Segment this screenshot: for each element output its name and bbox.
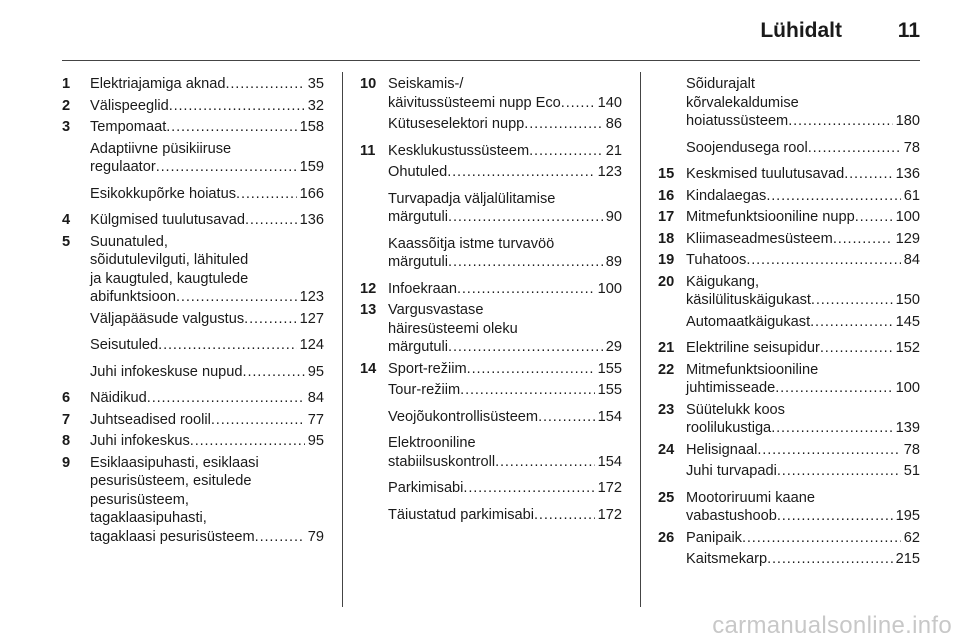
entry-text: Ohutuled <box>388 164 448 180</box>
entry-text: kõrvalekaldumise <box>686 94 799 111</box>
index-entry <box>658 441 920 460</box>
index-entry <box>658 361 920 398</box>
entry-text: Käigukang, <box>686 273 760 290</box>
index-entry <box>658 550 920 569</box>
item-number: 22 <box>658 361 675 378</box>
index-entry <box>62 140 324 177</box>
leader-dots <box>166 118 296 137</box>
leader-dots <box>190 432 305 451</box>
leader-dots <box>766 187 900 206</box>
item-number: 11 <box>360 142 376 159</box>
leader-dots <box>534 506 595 525</box>
entry-text: Soojendusega rool <box>686 139 808 156</box>
page-reference-link[interactable]: 159 <box>299 159 324 175</box>
index-entry <box>360 115 622 134</box>
page-reference-link[interactable]: 78 <box>903 441 920 458</box>
entry-last-line <box>686 462 920 481</box>
entry-last-line <box>686 291 920 310</box>
page-reference-link[interactable]: 21 <box>605 142 622 159</box>
item-number: 23 <box>658 401 675 418</box>
index-entry <box>658 208 920 227</box>
item-number: 3 <box>62 119 71 135</box>
entry-text: roolilukustiga <box>686 420 772 436</box>
entry-last-line <box>388 479 622 498</box>
leader-dots <box>855 208 893 227</box>
entry-text: Kaitsmekarp <box>686 551 768 567</box>
entry-text: ja kaugtuled, kaugtulede <box>90 270 249 287</box>
entry-text: Veojõukontrollisüsteem <box>388 408 539 425</box>
entry-text: häiresüsteemi oleku <box>388 320 518 337</box>
item-number: 9 <box>62 454 71 471</box>
entry-last-line <box>686 139 920 158</box>
entry-text: Tour-režiim <box>388 382 461 398</box>
leader-dots <box>460 381 594 400</box>
page-reference-link[interactable]: 152 <box>895 340 920 356</box>
entry-last-line <box>388 142 622 161</box>
leader-dots <box>495 453 595 472</box>
entry-last-line <box>90 75 324 94</box>
index-entry <box>360 235 622 272</box>
index-entry <box>62 454 324 547</box>
leader-dots <box>777 507 893 526</box>
index-entry <box>360 280 622 299</box>
entry-last-line <box>686 379 920 398</box>
entry-text: Välispeeglid <box>90 97 169 114</box>
entry-text: märgutuli <box>388 339 449 355</box>
page-reference-link[interactable]: 140 <box>597 94 622 111</box>
entry-text: vabastushoob <box>686 508 777 524</box>
entry-text: sõidutulevilguti, lähituled <box>90 252 249 268</box>
entry-text: abifunktsioon <box>90 289 177 305</box>
leader-dots <box>538 408 595 427</box>
page-reference-link[interactable]: 90 <box>605 209 622 225</box>
entry-last-line <box>686 208 920 227</box>
entry-text: juhtimisseade <box>686 380 776 396</box>
entry-last-line <box>388 253 622 272</box>
entry-text: Mitmefunktsiooniline <box>686 361 819 378</box>
item-number: 2 <box>62 97 71 114</box>
entry-last-line <box>686 187 920 206</box>
index-entry <box>62 185 324 204</box>
leader-dots <box>243 363 305 382</box>
index-entry <box>658 187 920 206</box>
entry-text: Juhi infokeskuse nupud <box>90 363 243 380</box>
page-reference-link[interactable]: 100 <box>895 380 920 396</box>
item-number: 1 <box>62 76 71 92</box>
entry-text: Juhi infokeskus <box>90 433 190 449</box>
entry-text: Sport-režiim <box>388 360 467 377</box>
index-column-3 <box>658 75 920 577</box>
page-reference-link[interactable]: 86 <box>605 116 622 132</box>
leader-dots <box>448 208 603 227</box>
entry-text: Näidikud <box>90 390 147 406</box>
page-reference-link[interactable]: 62 <box>903 529 920 546</box>
entry-text: hoiatussüsteem <box>686 113 789 129</box>
entry-last-line <box>90 211 324 230</box>
entry-text: Tempomaat <box>90 119 167 135</box>
page-reference-link[interactable]: 78 <box>903 139 920 156</box>
leader-dots <box>169 97 305 116</box>
entry-last-line <box>388 453 622 472</box>
item-number: 8 <box>62 433 71 449</box>
page-reference-link[interactable]: 172 <box>597 480 622 496</box>
page-reference-link[interactable]: 180 <box>895 113 920 129</box>
index-entry <box>658 165 920 184</box>
page-reference-link[interactable]: 84 <box>307 390 324 406</box>
leader-dots <box>255 528 305 547</box>
entry-text: Elektriajamiga aknad <box>90 76 226 92</box>
index-entry <box>360 381 622 400</box>
leader-dots <box>833 230 893 249</box>
index-entry <box>360 301 622 357</box>
entry-text: käivitussüsteemi nupp Eco <box>388 94 561 111</box>
entry-last-line <box>90 97 324 116</box>
page-reference-link[interactable]: 158 <box>299 119 324 135</box>
leader-dots <box>211 411 305 430</box>
page-reference-link[interactable]: 123 <box>597 164 622 180</box>
entry-text: Tuhatoos <box>686 252 747 268</box>
entry-text: Adaptiivne püsikiiruse <box>90 140 232 157</box>
page-reference-link[interactable]: 84 <box>903 252 920 268</box>
item-number: 10 <box>360 76 377 92</box>
entry-last-line <box>686 529 920 548</box>
entry-last-line <box>90 389 324 408</box>
leader-dots <box>742 529 901 548</box>
index-entry <box>658 75 920 131</box>
page-reference-link[interactable]: 154 <box>597 453 622 470</box>
leader-dots <box>820 339 893 358</box>
entry-text: Väljapääsude valgustus <box>90 310 245 327</box>
leader-dots <box>156 158 297 177</box>
leader-dots <box>529 142 603 161</box>
page-reference-link[interactable]: 215 <box>895 551 920 567</box>
page-reference-link[interactable]: 139 <box>895 420 920 436</box>
index-entry <box>360 360 622 379</box>
entry-text: Automaatkäigukast <box>686 313 811 330</box>
index-entry <box>62 118 324 137</box>
section-title: Lühidalt <box>760 19 842 42</box>
index-entry <box>62 336 324 355</box>
item-number: 4 <box>62 212 71 228</box>
index-entry <box>360 434 622 471</box>
page-reference-link[interactable]: 155 <box>597 360 622 377</box>
entry-last-line <box>686 507 920 526</box>
index-entry <box>62 310 324 329</box>
entry-text: Vargusvastase <box>388 302 484 318</box>
item-number: 13 <box>360 302 377 318</box>
leader-dots <box>775 379 892 398</box>
page-reference-link[interactable]: 145 <box>895 313 920 330</box>
entry-last-line <box>388 94 622 113</box>
leader-dots <box>225 75 304 94</box>
page-reference-link[interactable]: 51 <box>903 463 920 479</box>
page-reference-link[interactable]: 172 <box>597 506 622 523</box>
leader-dots <box>771 419 892 438</box>
page-reference-link[interactable]: 100 <box>597 280 622 297</box>
entry-text: stabiilsuskontroll <box>388 453 496 470</box>
entry-last-line <box>90 432 324 451</box>
entry-last-line <box>686 339 920 358</box>
entry-last-line <box>388 360 622 379</box>
entry-last-line <box>388 506 622 525</box>
leader-dots <box>746 251 900 270</box>
column-divider <box>342 72 343 607</box>
leader-dots <box>244 310 296 329</box>
leader-dots <box>757 441 900 460</box>
entry-text: pesurisüsteem, <box>90 491 189 508</box>
item-number: 12 <box>360 280 377 297</box>
leader-dots <box>788 112 892 131</box>
index-entry <box>62 233 324 307</box>
entry-text: Mootoriruumi kaane <box>686 489 815 506</box>
index-entry <box>658 230 920 249</box>
page-reference-link[interactable]: 95 <box>307 433 324 449</box>
entry-text: regulaator <box>90 159 156 175</box>
entry-text: Juhtseadised roolil <box>90 411 211 428</box>
entry-text: Kaassõitja istme turvavöö <box>388 235 555 252</box>
leader-dots <box>467 360 595 379</box>
page-reference-link[interactable]: 35 <box>307 76 324 92</box>
index-entry <box>658 489 920 526</box>
entry-text: Sõidurajalt <box>686 76 755 92</box>
index-entry <box>360 506 622 525</box>
index-entry <box>62 97 324 116</box>
entry-text: Kesklukustussüsteem <box>388 142 530 159</box>
leader-dots <box>561 94 595 113</box>
index-entry <box>360 408 622 427</box>
entry-text: Seisutuled <box>90 337 159 353</box>
entry-last-line <box>686 441 920 460</box>
leader-dots <box>777 462 901 481</box>
leader-dots <box>245 211 297 230</box>
item-number: 6 <box>62 390 71 406</box>
entry-last-line <box>90 363 324 382</box>
page-reference-link[interactable]: 123 <box>299 289 324 305</box>
entry-text: Esiklaasipuhasti, esiklaasi <box>90 454 259 471</box>
entry-last-line <box>686 550 920 569</box>
index-entry <box>62 389 324 408</box>
entry-last-line <box>90 288 324 307</box>
column-divider <box>640 72 641 607</box>
leader-dots <box>158 336 296 355</box>
item-number: 24 <box>658 441 675 458</box>
page-reference-link[interactable]: 127 <box>299 310 324 327</box>
item-number: 25 <box>658 489 675 506</box>
leader-dots <box>524 115 602 134</box>
leader-dots <box>448 253 603 272</box>
entry-text: Mitmefunktsiooniline nupp <box>686 209 855 225</box>
index-entry <box>658 462 920 481</box>
entry-text: Täiustatud parkimisabi <box>388 506 535 523</box>
page-reference-link[interactable]: 136 <box>895 166 920 182</box>
entry-last-line <box>90 158 324 177</box>
item-number: 14 <box>360 360 377 377</box>
index-entry <box>658 401 920 438</box>
entry-last-line <box>686 230 920 249</box>
leader-dots <box>447 163 594 182</box>
entry-last-line <box>388 208 622 227</box>
item-number: 7 <box>62 411 71 428</box>
entry-text: märgutuli <box>388 254 449 270</box>
page-reference-link[interactable]: 195 <box>895 508 920 524</box>
entry-text: märgutuli <box>388 209 449 225</box>
index-entry <box>658 251 920 270</box>
entry-text: Elektriline seisupidur <box>686 340 820 356</box>
item-number: 20 <box>658 273 675 290</box>
leader-dots <box>176 288 297 307</box>
entry-last-line <box>388 163 622 182</box>
leader-dots <box>457 280 595 299</box>
index-entry <box>658 313 920 332</box>
page-number: 11 <box>897 19 920 42</box>
item-number: 18 <box>658 230 675 247</box>
leader-dots <box>463 479 594 498</box>
item-number: 5 <box>62 233 71 250</box>
index-entry <box>62 411 324 430</box>
watermark: carmanualsonline.info <box>712 612 952 639</box>
entry-last-line <box>686 165 920 184</box>
page-reference-link[interactable]: 155 <box>597 382 622 398</box>
index-column-2 <box>360 75 622 532</box>
item-number: 16 <box>658 187 675 204</box>
entry-last-line <box>686 313 920 332</box>
page-reference-link[interactable]: 129 <box>895 230 920 247</box>
index-entry <box>360 163 622 182</box>
entry-last-line <box>686 251 920 270</box>
entry-text: Helisignaal <box>686 441 758 458</box>
entry-last-line <box>388 280 622 299</box>
entry-text: Esikokkupõrke hoiatus <box>90 185 237 202</box>
leader-dots <box>236 185 297 204</box>
entry-text: Keskmised tuulutusavad <box>686 166 845 182</box>
leader-dots <box>808 139 901 158</box>
entry-text: Parkimisabi <box>388 480 464 496</box>
item-number: 26 <box>658 529 675 546</box>
page-reference-link[interactable]: 89 <box>605 254 622 270</box>
entry-last-line <box>686 419 920 438</box>
page-reference-link[interactable]: 79 <box>307 528 324 545</box>
index-entry <box>658 139 920 158</box>
index-entry <box>360 75 622 112</box>
page-reference-link[interactable]: 150 <box>895 292 920 308</box>
index-entry <box>360 479 622 498</box>
entry-last-line <box>90 336 324 355</box>
page-reference-link[interactable]: 154 <box>597 408 622 425</box>
entry-last-line <box>388 408 622 427</box>
page-reference-link[interactable]: 61 <box>903 187 920 204</box>
entry-last-line <box>90 185 324 204</box>
entry-last-line <box>388 115 622 134</box>
entry-text: Kütuseselektori nupp <box>388 116 525 132</box>
item-number: 19 <box>658 252 675 268</box>
index-entry <box>360 190 622 227</box>
entry-text: Panipaik <box>686 529 742 546</box>
entry-text: tagaklaasi pesurisüsteem <box>90 528 255 545</box>
page-reference-link[interactable]: 32 <box>307 97 324 114</box>
leader-dots <box>767 550 893 569</box>
page-reference-link[interactable]: 77 <box>307 411 324 428</box>
entry-last-line <box>686 112 920 131</box>
entry-text: Seiskamis-/ <box>388 76 464 92</box>
index-entry <box>658 273 920 310</box>
index-entry <box>62 75 324 94</box>
entry-text: Kliimaseadmesüsteem <box>686 230 833 247</box>
leader-dots <box>147 389 305 408</box>
leader-dots <box>844 165 892 184</box>
index-entry <box>360 142 622 161</box>
page-reference-link[interactable]: 100 <box>895 209 920 225</box>
entry-last-line <box>90 411 324 430</box>
entry-text: käsilülituskäigukast <box>686 292 811 308</box>
entry-text: Infoekraan <box>388 280 457 297</box>
page-reference-link[interactable]: 29 <box>605 339 622 355</box>
page-reference-link[interactable]: 136 <box>299 212 324 228</box>
index-entry <box>658 529 920 548</box>
entry-text: Turvapadja väljalülitamise <box>388 190 556 207</box>
entry-text: pesurisüsteem, esitulede <box>90 473 252 489</box>
entry-text: Kindalaegas <box>686 187 767 204</box>
entry-text: tagaklaasipuhasti, <box>90 510 207 526</box>
index-entry <box>62 363 324 382</box>
entry-last-line <box>388 338 622 357</box>
item-number: 15 <box>658 166 675 182</box>
leader-dots <box>448 338 603 357</box>
page-header <box>0 17 960 47</box>
entry-text: Elektrooniline <box>388 435 476 451</box>
entry-text: Süütelukk koos <box>686 401 785 418</box>
entry-last-line <box>90 528 324 547</box>
item-number: 17 <box>658 209 675 225</box>
leader-dots <box>811 291 893 310</box>
entry-text: Juhi turvapadi <box>686 463 777 479</box>
index-entry <box>62 432 324 451</box>
page-reference-link[interactable]: 166 <box>299 185 324 202</box>
page-reference-link[interactable]: 124 <box>299 337 324 353</box>
entry-last-line <box>388 381 622 400</box>
leader-dots <box>810 313 893 332</box>
entry-last-line <box>90 310 324 329</box>
item-number: 21 <box>658 340 675 356</box>
page-reference-link[interactable]: 95 <box>307 363 324 380</box>
index-entry <box>658 339 920 358</box>
entry-last-line <box>90 118 324 137</box>
entry-text: Külgmised tuulutusavad <box>90 212 245 228</box>
index-column-1 <box>62 75 324 549</box>
header-rule <box>62 60 920 61</box>
index-entry <box>62 211 324 230</box>
entry-text: Suunatuled, <box>90 233 168 250</box>
